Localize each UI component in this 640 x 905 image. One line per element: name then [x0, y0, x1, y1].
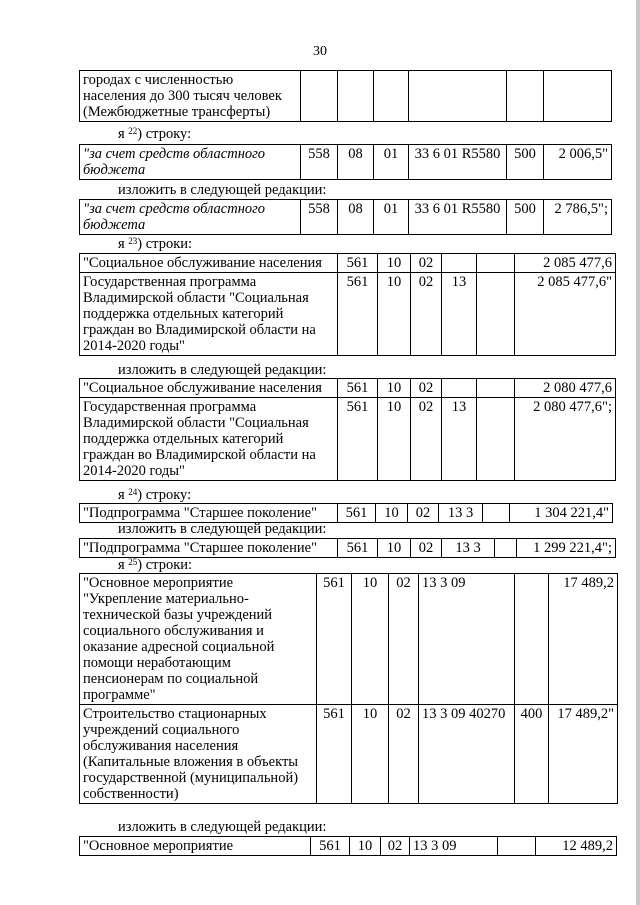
- cell-sum: 2 080 477,6: [515, 379, 616, 398]
- cell-vr: [477, 398, 515, 481]
- cell-pr: 02: [411, 398, 442, 481]
- row-name: "Социальное обслуживание населения: [80, 379, 338, 398]
- cell-csr: 13 3 09: [419, 574, 515, 705]
- cell-csr: 13 3 09: [410, 837, 498, 856]
- table-block-4: [79, 253, 616, 356]
- table-row: [80, 705, 618, 804]
- cell-pr: 02: [411, 254, 442, 273]
- table-block-9: [79, 836, 617, 856]
- cell-rz: 10: [378, 539, 411, 558]
- row-name: Строительство стационарных учреждений социального обслуживания населения (Капитальные вложения в объекты государственной (муниципальной) собственности): [80, 705, 317, 804]
- cell-rz: 10: [378, 398, 411, 481]
- table-row: [80, 539, 616, 558]
- row-name: "Основное мероприятие: [80, 837, 311, 856]
- row-name: "за счет средств областного бюджета: [80, 145, 301, 180]
- cell-ved: 561: [317, 574, 352, 705]
- row-name: "за счет средств областного бюджета: [80, 200, 301, 235]
- cell-sum: 1 304 221,4": [510, 504, 613, 523]
- table-block-1: [79, 70, 612, 122]
- cell-vr: [495, 539, 517, 558]
- row-name: Государственная программа Владимирской области "Социальная поддержка отдельных категорий граждан во Владимирской области на 2014-2020 годы": [80, 398, 338, 481]
- scan-edge: [636, 0, 640, 905]
- cell-csr: [442, 254, 477, 273]
- page-number: 30: [313, 44, 327, 59]
- cell-csr: 13 3: [439, 504, 483, 523]
- table-block-3: [79, 199, 612, 235]
- cell-sum: 17 489,2": [549, 705, 618, 804]
- table-row: [80, 145, 612, 180]
- edit-note-8: изложить в следующей редакции:: [118, 819, 327, 835]
- cell-pr: 02: [381, 837, 410, 856]
- cell-pr: 02: [389, 574, 419, 705]
- cell-rz: 08: [338, 200, 374, 235]
- edit-note-4: изложить в следующей редакции:: [118, 362, 327, 378]
- table-block-6: [79, 503, 613, 523]
- item-intro-24: я $^{24}$) строку:: [118, 487, 192, 503]
- table-block-8: [79, 573, 618, 804]
- table-block-5: [79, 378, 616, 481]
- cell-pr: 02: [411, 539, 442, 558]
- cell-csr: 33 6 01 R5580: [409, 200, 507, 235]
- cell-rz: 10: [378, 254, 411, 273]
- table-block-7: [79, 538, 616, 558]
- cell-sum: 1 299 221,4";: [517, 539, 616, 558]
- item-intro-22: я $^{22}$) строку:: [118, 126, 192, 142]
- cell-vr: [477, 273, 515, 356]
- cell-sum: 2 085 477,6": [515, 273, 616, 356]
- cell-rz: 10: [378, 379, 411, 398]
- table-row: [80, 398, 616, 481]
- cell-ved: 561: [338, 273, 378, 356]
- cell-sum: 17 489,2: [549, 574, 618, 705]
- cell-ved: 561: [338, 398, 378, 481]
- cell-pr: 01: [374, 200, 409, 235]
- cell-vr: [477, 379, 515, 398]
- item-intro-25: я $^{25}$) строки:: [118, 557, 193, 573]
- item-intro-23: я $^{23}$) строки:: [118, 236, 193, 252]
- cell-vr: [477, 254, 515, 273]
- cell-rz: 10: [352, 574, 389, 705]
- cell-vr: [498, 837, 536, 856]
- cell-pr: 01: [374, 145, 409, 180]
- row-name: "Основное мероприятие "Укрепление материально-технической базы учреждений социального обслуживания и оказание адресной социальной помощи неработающим пенсионерам по социальной программе": [80, 574, 317, 705]
- edit-note-6: изложить в следующей редакции:: [118, 521, 327, 537]
- cell-vr: [483, 504, 510, 523]
- cell-vr: 500: [507, 200, 544, 235]
- cell-sum: 12 489,2: [536, 837, 617, 856]
- cell-csr: 13: [442, 273, 477, 356]
- row-name: "Подпрограмма "Старшее поколение": [80, 539, 338, 558]
- cell-ved: 561: [311, 837, 350, 856]
- table-row: [80, 200, 612, 235]
- cell-pr: 02: [389, 705, 419, 804]
- table-row: [80, 379, 616, 398]
- cell-csr: 13: [442, 398, 477, 481]
- cell-csr: [442, 379, 477, 398]
- cell-rz: 10: [352, 705, 389, 804]
- row-name: Государственная программа Владимирской области "Социальная поддержка отдельных категорий граждан во Владимирской области на 2014-2020 годы": [80, 273, 338, 356]
- cell-sum: 2 080 477,6";: [515, 398, 616, 481]
- cell-sum: 2 786,5";: [544, 200, 612, 235]
- cell-csr: 33 6 01 R5580: [409, 145, 507, 180]
- table-row: [80, 837, 617, 856]
- table-row: [80, 273, 616, 356]
- cell-rz: 10: [350, 837, 381, 856]
- cell-ved: 561: [338, 539, 378, 558]
- cell-sum: 2 006,5": [544, 145, 612, 180]
- cell-vr: 400: [515, 705, 549, 804]
- cell-sum: 2 085 477,6: [515, 254, 616, 273]
- cell-ved: 558: [301, 200, 338, 235]
- cell-csr: 13 3 09 40270: [419, 705, 515, 804]
- cell-vr: 500: [507, 145, 544, 180]
- row-name: "Социальное обслуживание населения: [80, 254, 338, 273]
- edit-note-2: изложить в следующей редакции:: [118, 182, 327, 198]
- cell-rz: 10: [378, 273, 411, 356]
- cell-ved: 558: [301, 145, 338, 180]
- cell-pr: 02: [408, 504, 439, 523]
- cell-rz: 10: [376, 504, 408, 523]
- cell-ved: 561: [317, 705, 352, 804]
- table-row: [80, 71, 612, 122]
- row-name: "Подпрограмма "Старшее поколение": [80, 504, 338, 523]
- cell-rz: 08: [338, 145, 374, 180]
- table-row: [80, 254, 616, 273]
- cell-ved: 561: [338, 504, 376, 523]
- cell-csr: 13 3: [442, 539, 495, 558]
- cell-ved: 561: [338, 379, 378, 398]
- table-row: [80, 574, 618, 705]
- row-name: городах с численностью населения до 300 тысяч человек (Межбюджетные трансферты): [80, 71, 301, 122]
- table-block-2: [79, 144, 612, 180]
- table-row: [80, 504, 613, 523]
- cell-pr: 02: [411, 273, 442, 356]
- cell-pr: 02: [411, 379, 442, 398]
- cell-vr: [515, 574, 549, 705]
- cell-ved: 561: [338, 254, 378, 273]
